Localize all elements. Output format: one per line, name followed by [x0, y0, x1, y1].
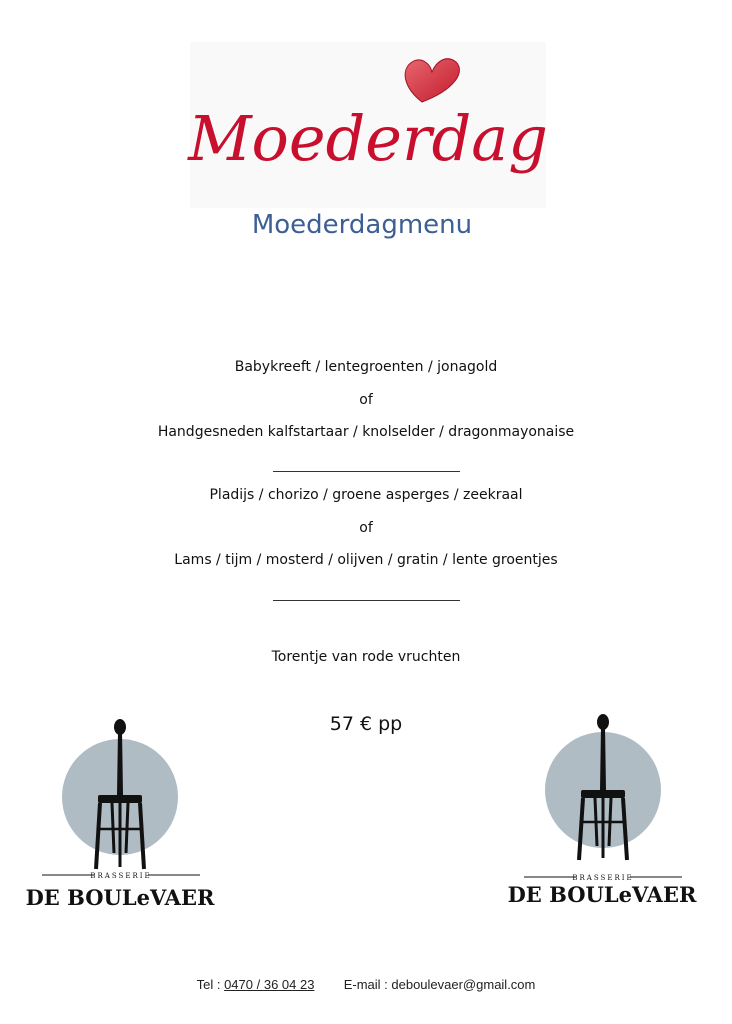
menu-dessert: Torentje van rode vruchten: [271, 649, 461, 665]
menu-main-1: Pladijs / chorizo / groene asperges / zeekraal: [209, 487, 523, 503]
menu-starter-1: Babykreeft / lentegroenten / jonagold: [234, 359, 498, 375]
logo-name-text: DE BOULeVAER: [507, 882, 697, 907]
brasserie-logo: [25, 717, 215, 912]
menu-starter-2: Handgesneden kalfstartaar / knolselder / dragonmayonaise: [157, 424, 575, 440]
heart-icon: [405, 59, 459, 102]
price: 57 € pp: [329, 713, 403, 735]
course-divider: [273, 471, 460, 472]
course-divider: [273, 600, 460, 601]
moederdag-banner: [190, 42, 546, 208]
logo-small-text: BRASSERIE: [572, 874, 634, 882]
brasserie-logo: [507, 712, 697, 907]
banner-script-text: Moederdag: [188, 102, 548, 175]
logo-name-text: DE BOULeVAER: [25, 885, 215, 910]
menu-main-or: of: [359, 520, 373, 536]
menu-starter-or: of: [359, 392, 373, 408]
menu-main-2: Lams / tijm / mosterd / olijven / gratin / lente groentjes: [174, 552, 558, 568]
email-address[interactable]: deboulevaer@gmail.com: [391, 977, 536, 992]
contact-footer: [0, 977, 732, 992]
email-label: E-mail :: [343, 977, 388, 992]
phone-number[interactable]: 0470 / 36 04 23: [224, 977, 315, 992]
logo-small-text: BRASSERIE: [90, 872, 152, 880]
page-title: Moederdagmenu: [251, 210, 473, 240]
tel-label: Tel :: [196, 977, 221, 992]
